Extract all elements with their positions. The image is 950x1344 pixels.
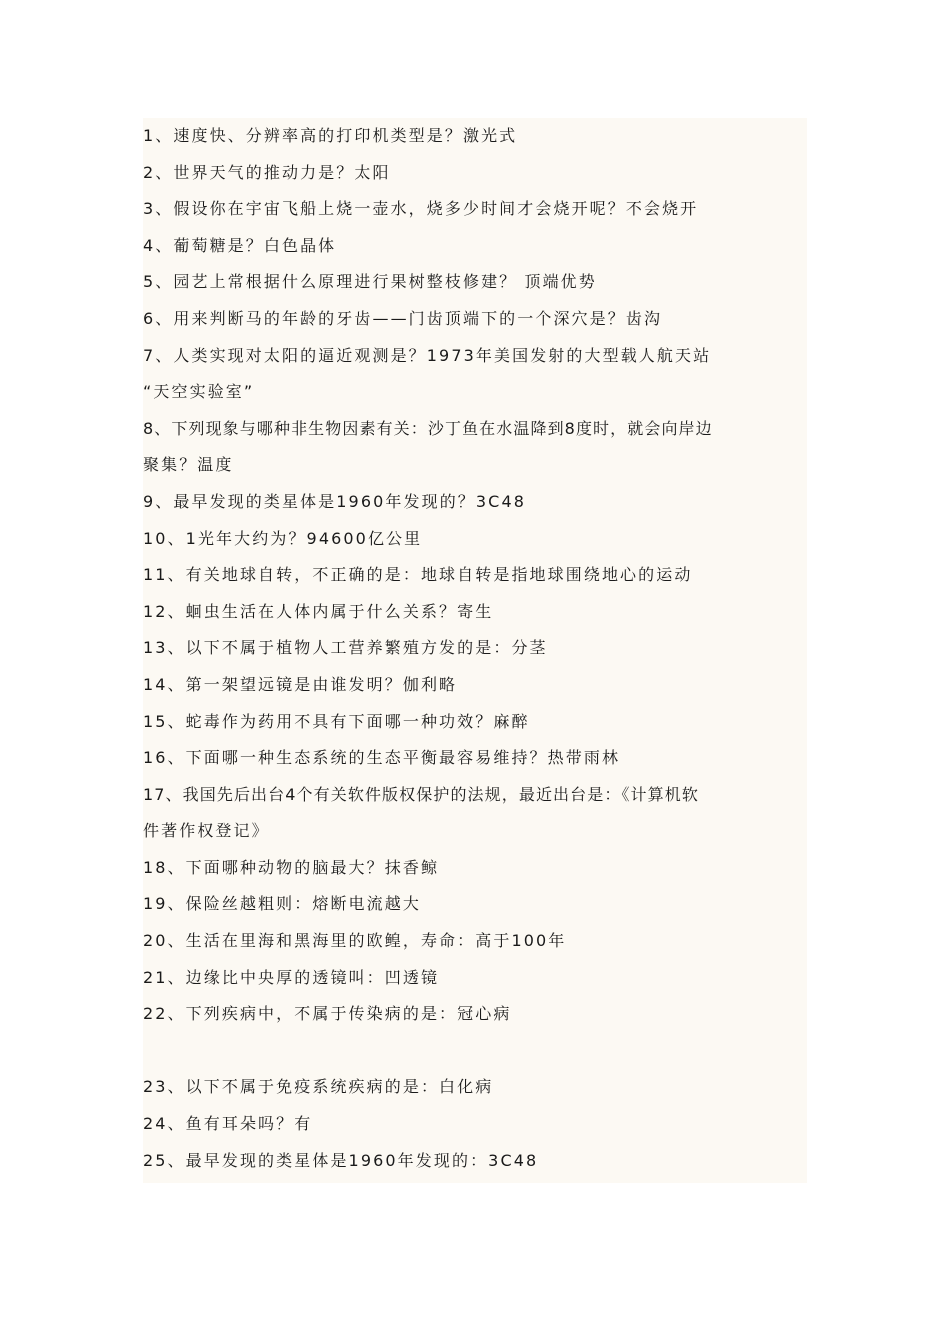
list-item: 5、园艺上常根据什么原理进行果树整枝修建？ 顶端优势 <box>143 272 597 292</box>
list-item: 16、下面哪一种生态系统的生态平衡最容易维持？热带雨林 <box>143 748 621 768</box>
question-list <box>143 118 807 1183</box>
list-item: 25、最早发现的类星体是1960年发现的：3C48 <box>143 1150 539 1170</box>
list-item: 14、第一架望远镜是由谁发明？伽利略 <box>143 674 458 694</box>
list-item: 6、用来判断马的年龄的牙齿——门齿顶端下的一个深穴是？齿沟 <box>143 308 663 328</box>
list-item: 15、蛇毒作为药用不具有下面哪一种功效？麻醉 <box>143 711 530 731</box>
list-item: 20、生活在里海和黑海里的欧鳇，寿命：高于100年 <box>143 931 567 951</box>
list-item: 1、速度快、分辨率高的打印机类型是？激光式 <box>143 126 518 145</box>
list-item: 24、鱼有耳朵吗？有 <box>143 1114 313 1134</box>
list-item-continuation: 件著作权登记》 <box>143 821 270 841</box>
list-item: 10、1光年大约为？94600亿公里 <box>143 528 423 548</box>
list-item: 9、最早发现的类星体是1960年发现的？3C48 <box>143 491 527 511</box>
list-item-continuation: 聚集？温度 <box>143 455 234 475</box>
list-item: 21、边缘比中央厚的透镜叫：凹透镜 <box>143 967 440 987</box>
list-item: 19、保险丝越粗则：熔断电流越大 <box>143 894 421 914</box>
list-item: 3、假设你在宇宙飞船上烧一壶水，烧多少时间才会烧开呢？不会烧开 <box>143 199 699 219</box>
list-item: 22、下列疾病中，不属于传染病的是：冠心病 <box>143 1004 512 1024</box>
list-item: 13、以下不属于植物人工营养繁殖方发的是：分茎 <box>143 638 548 658</box>
list-item: 8、下列现象与哪种非生物因素有关：沙丁鱼在水温降到8度时，就会向岸边 <box>143 418 713 438</box>
list-item: 12、蛔虫生活在人体内属于什么关系？寄生 <box>143 601 494 621</box>
list-item: 4、葡萄糖是？白色晶体 <box>143 235 337 255</box>
list-item-continuation: “天空实验室” <box>143 382 255 402</box>
list-item: 17、我国先后出台4个有关软件版权保护的法规，最近出台是：《计算机软 <box>143 784 699 804</box>
list-item: 2、世界天气的推动力是？太阳 <box>143 162 391 182</box>
list-item: 23、以下不属于免疫系统疾病的是：白化病 <box>143 1077 494 1097</box>
blank-line <box>143 1033 807 1070</box>
list-item: 7、人类实现对太阳的逼近观测是？1973年美国发射的大型载人航天站 <box>143 345 712 365</box>
list-item: 11、有关地球自转，不正确的是：地球自转是指地球围绕地心的运动 <box>143 565 693 585</box>
list-item: 18、下面哪种动物的脑最大？抹香鲸 <box>143 857 440 877</box>
